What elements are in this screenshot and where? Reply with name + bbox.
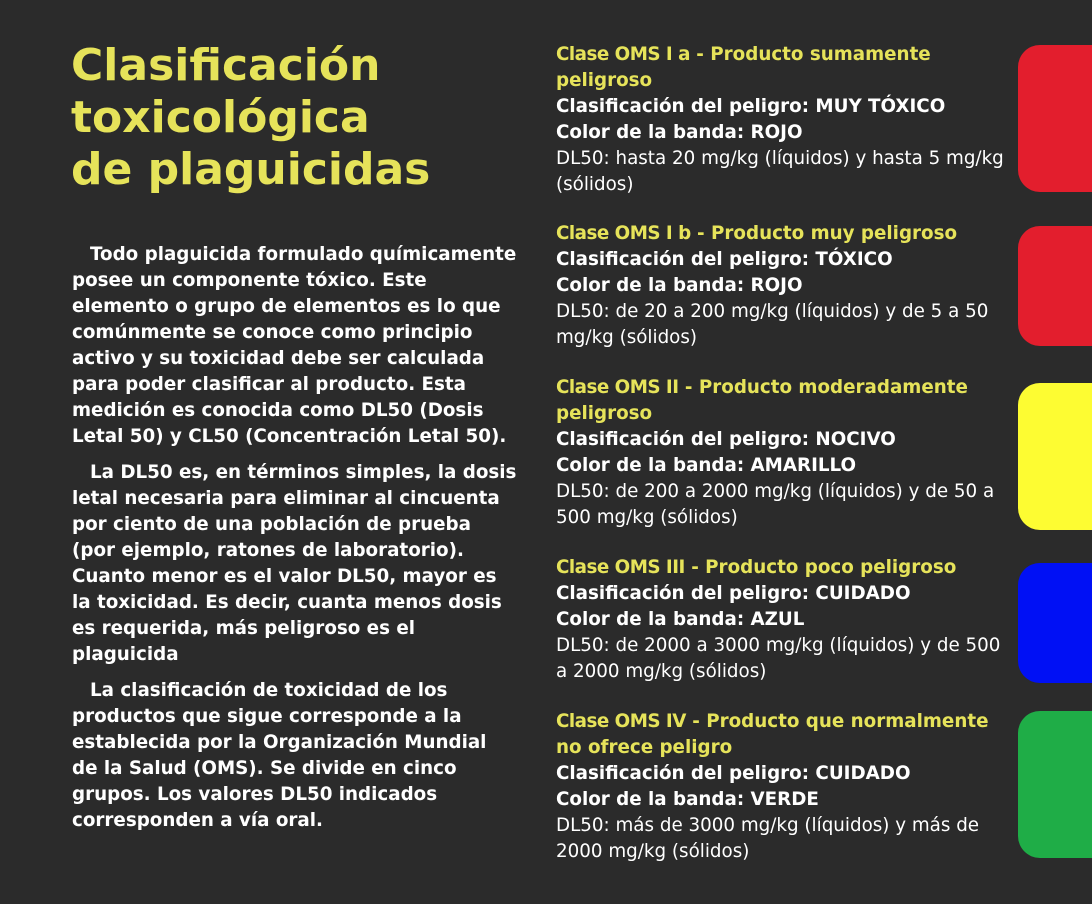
hazard-classification: Clasificación del peligro: NOCIVO <box>556 429 896 450</box>
class-item-iii <box>556 555 1006 685</box>
band-swatch-yellow <box>1018 383 1092 530</box>
class-heading <box>556 555 1006 581</box>
class-item-iv <box>556 709 1006 865</box>
intro-paragraph-3: La clasificación de toxicidad de los productos que sigue corresponde a la establecida por la Organización Mundial de la Salud (OMS). Se divide en cinco grupos. Los valores DL50 indicados corresponden a vía oral. <box>72 680 487 831</box>
band-color: Color de la banda: VERDE <box>556 789 819 810</box>
band-swatch-red-ia <box>1018 45 1092 192</box>
class-description: - Producto poco peligroso <box>684 557 957 578</box>
hazard-classification: Clasificación del peligro: CUIDADO <box>556 763 911 784</box>
class-description: - Producto muy peligroso <box>690 223 958 244</box>
band-swatch-blue <box>1018 563 1092 683</box>
title-line-1: Clasificación <box>71 40 381 91</box>
hazard-classification: Clasificación del peligro: TÓXICO <box>556 249 893 270</box>
band-swatch-red-ib <box>1018 226 1092 346</box>
title-line-2: toxicológica <box>71 92 370 143</box>
band-color: Color de la banda: ROJO <box>556 122 803 143</box>
title-line-3: de plaguicidas <box>71 144 431 195</box>
intro-paragraph-1: Todo plaguicida formulado químicamente posee un componente tóxico. Este elemento o grupo de elementos es lo que comúnmente se conoce como principio activo y su toxicidad debe ser calculada para poder clasificar al producto. Esta medición es conocida como DL50 (Dosis Letal 50) y CL50 (Concentración Letal 50). <box>72 244 517 447</box>
class-item-ii <box>556 375 1006 531</box>
band-color: Color de la banda: ROJO <box>556 275 803 296</box>
class-heading <box>556 42 1006 94</box>
class-name: Clase OMS IV <box>556 711 686 732</box>
class-name: Clase OMS II <box>556 377 679 398</box>
class-description: - Producto que normalmente no ofrece peligro <box>556 711 989 758</box>
class-heading <box>556 709 1006 761</box>
dl50-range: DL50: de 20 a 200 mg/kg (líquidos) y de 5 a 50 mg/kg (sólidos) <box>556 301 989 348</box>
page-title <box>71 40 511 196</box>
dl50-range: DL50: de 2000 a 3000 mg/kg (líquidos) y de 500 a 2000 mg/kg (sólidos) <box>556 635 1001 682</box>
class-description: - Producto moderadamente peligroso <box>556 377 968 424</box>
class-heading <box>556 375 1006 427</box>
band-color: Color de la banda: AZUL <box>556 609 805 630</box>
class-name: Clase OMS III <box>556 557 685 578</box>
class-name: Clase OMS I b <box>556 223 691 244</box>
class-name: Clase OMS I a <box>556 44 690 65</box>
hazard-classification: Clasificación del peligro: MUY TÓXICO <box>556 96 946 117</box>
band-color: Color de la banda: AMARILLO <box>556 455 857 476</box>
hazard-classification: Clasificación del peligro: CUIDADO <box>556 583 911 604</box>
class-description: - Producto sumamente peligroso <box>556 44 931 91</box>
band-swatch-green <box>1018 711 1092 858</box>
intro-text <box>72 242 517 844</box>
dl50-range: DL50: de 200 a 2000 mg/kg (líquidos) y de 50 a 500 mg/kg (sólidos) <box>556 481 995 528</box>
dl50-range: DL50: más de 3000 mg/kg (líquidos) y más de 2000 mg/kg (sólidos) <box>556 815 980 862</box>
class-item-ia <box>556 42 1006 198</box>
intro-paragraph-2: La DL50 es, en términos simples, la dosis letal necesaria para eliminar al cincuenta por ciento de una población de prueba (por ejemplo, ratones de laboratorio). Cuanto menor es el valor DL50, mayor es la toxicidad. Es decir, cuanta menos dosis es requerida, más peligroso es el plaguicida <box>72 462 517 665</box>
class-heading <box>556 221 1006 247</box>
class-item-ib <box>556 221 1006 351</box>
dl50-range: DL50: hasta 20 mg/kg (líquidos) y hasta 5 mg/kg (sólidos) <box>556 148 1004 195</box>
